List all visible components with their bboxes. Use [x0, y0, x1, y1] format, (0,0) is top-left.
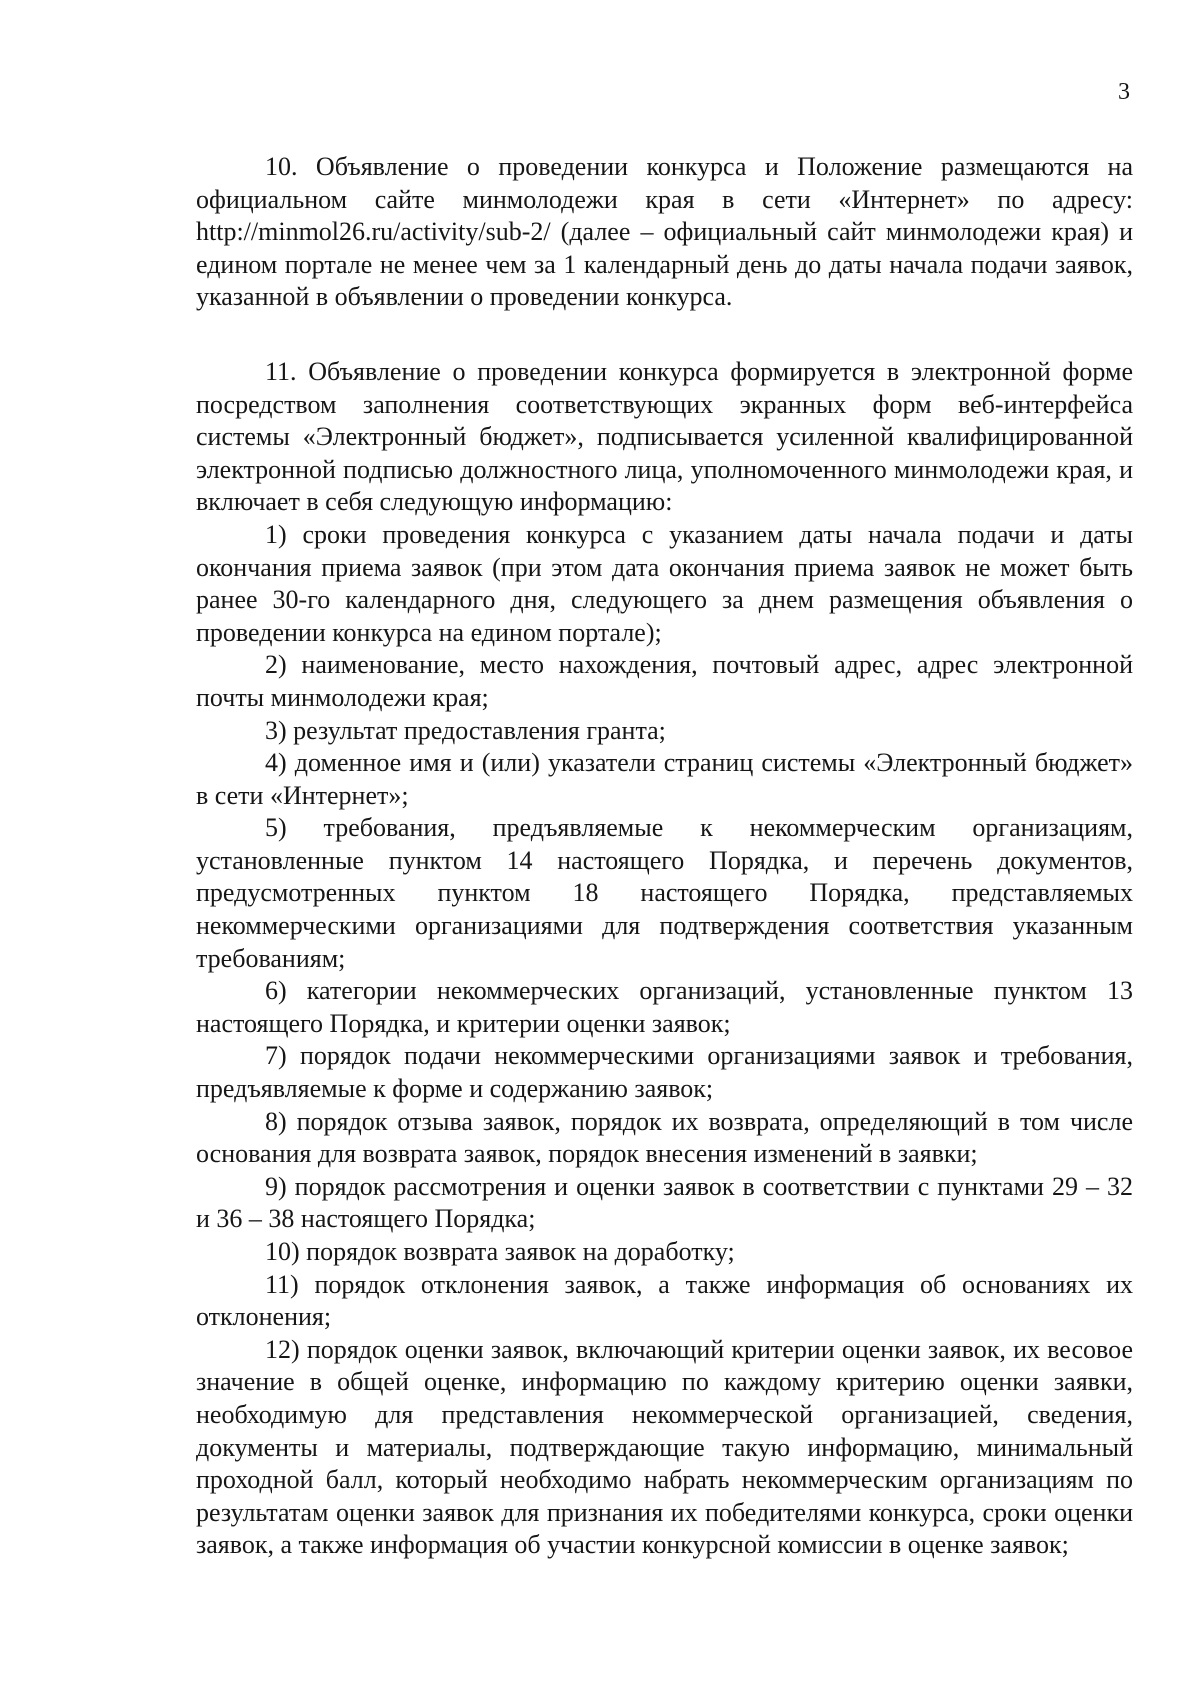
list-item-10: 10) порядок возврата заявок на доработку; — [265, 1237, 735, 1266]
list-item-3: 3) результат предоставления гранта; — [265, 715, 666, 745]
list-item-12: 12) порядок оценки заявок, включающий критерии оценки заявок, их весовое значение в общей оценке, информацию по каждому критерию оценки заявки, необходимую для представления некоммерческой организацией, сведения, документы и материалы, подтверждающие такую информацию, минимальный проходной балл, который необходимо набрать некоммерческим организациям по результатам оценки заявок для признания их победителями конкурса, сроки оценки заявок, а также информация об участии конкурсной комиссии в оценке заявок; — [196, 1334, 1133, 1560]
list-item-4: 4) доменное имя и (или) указатели страниц системы «Электронный бюджет» в сети «Интернет»; — [196, 748, 1133, 810]
list-item-1: 1) сроки проведения конкурса с указанием даты начала подачи и даты окончания приема заявок (при этом дата окончания приема заявок не может быть ранее 30-го календарного дня, следующего за днем размещения объявления о проведении конкурса на едином портале); — [196, 519, 1133, 647]
list-item-8: 8) порядок отзыва заявок, порядок их возврата, определяющий в том числе основания для возврата заявок, порядок внесения изменений в заявки; — [196, 1106, 1133, 1169]
list-item-5: 5) требования, предъявляемые к некоммерческим организациям, установленные пунктом 14 настоящего Порядка, и перечень документов, предусмотренных пунктом 18 настоящего Порядка, представляемых некоммерческими организациями для подтверждения соответствия указанным требованиям; — [196, 813, 1133, 973]
list-item-11: 11) порядок отклонения заявок, а также информация об основаниях их отклонения; — [196, 1269, 1133, 1332]
page-number: 3 — [1118, 79, 1130, 105]
paragraph-10: 10. Объявление о проведении конкурса и Положение размещаются на официальном сайте минмолодежи края в сети «Интернет» по адресу: http://minmol26.ru/activity/sub-2/ (далее – официальный сайт минмолодежи края) и едином портале не менее чем за 1 календарный день до даты начала подачи заявок, указанной в объявлении о проведении конкурса. — [196, 152, 1133, 312]
list-item-2: 2) наименование, место нахождения, почтовый адрес, адрес электронной почты минмолодежи края; — [196, 650, 1133, 712]
list-item-6: 6) категории некоммерческих организаций, установленные пунктом 13 настоящего Порядка, и критерии оценки заявок; — [196, 976, 1133, 1038]
list-item-9: 9) порядок рассмотрения и оценки заявок в соответствии с пунктами 29 – 32 и 36 – 38 настоящего Порядка; — [196, 1171, 1133, 1234]
document-body — [196, 151, 1133, 1562]
paragraph-11: 11. Объявление о проведении конкурса формируется в электронной форме посредством заполнения соответствующих экранных форм веб-интерфейса системы «Электронный бюджет», подписывается усиленной квалифицированной электронной подписью должностного лица, уполномоченного минмолодежи края, и включает в себя следующую информацию: — [196, 356, 1133, 517]
list-item-7: 7) порядок подачи некоммерческими организациями заявок и требования, предъявляемые к форме и содержанию заявок; — [196, 1041, 1133, 1104]
